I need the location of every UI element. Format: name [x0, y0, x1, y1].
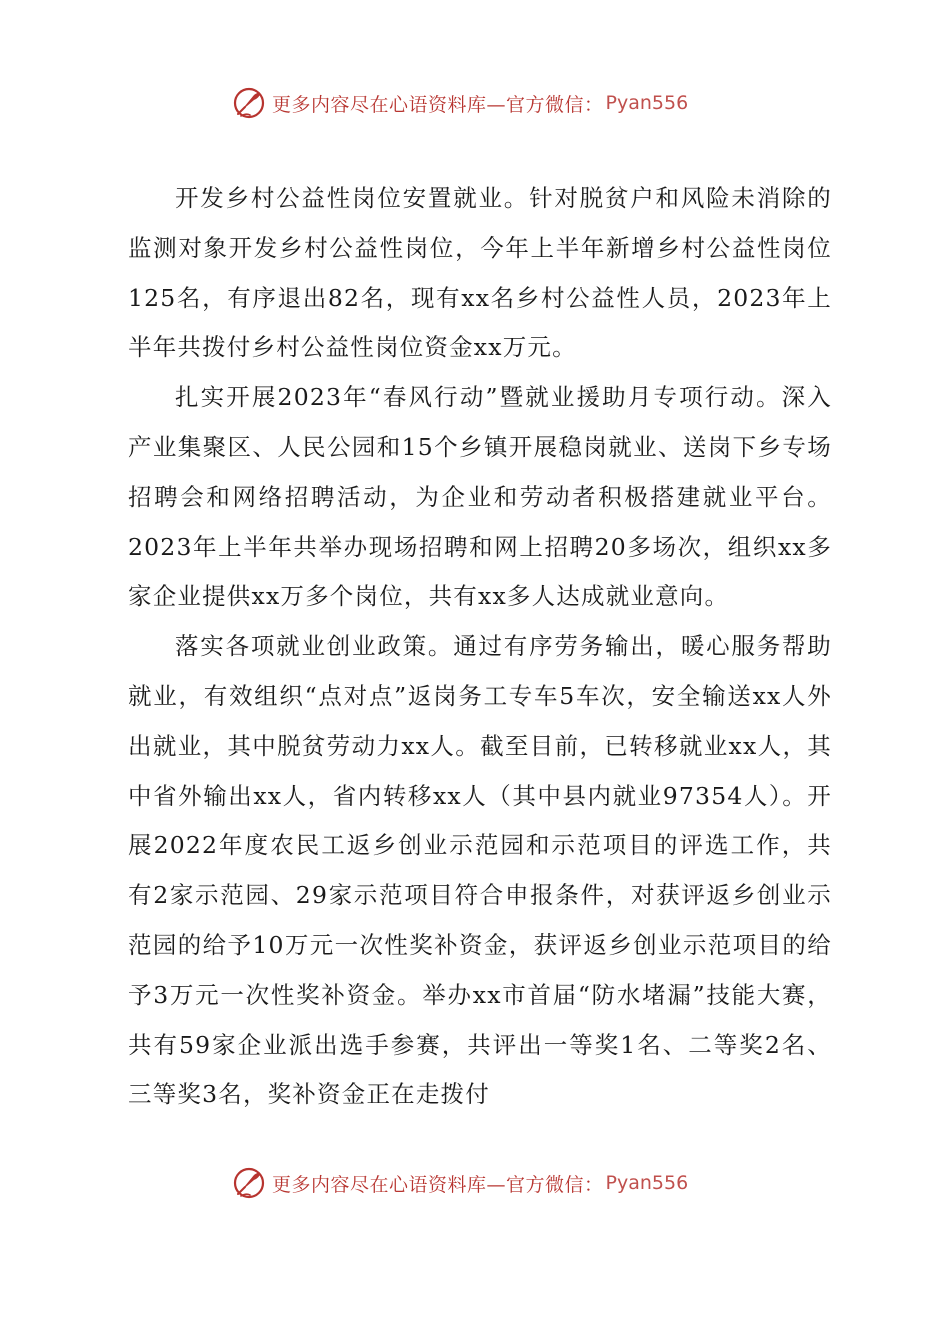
paragraph-spring-breeze-action: 扎实开展2023年“春风行动”暨就业援助月专项行动。深入产业集聚区、人民公园和15个乡镇开展稳岗就业、送岗下乡专场招聘会和网络招聘活动，为企业和劳动者积极搭建就业平台。2023年上半年共举办现场招聘和网上招聘20多场次，组织xx多家企业提供xx万多个岗位，共有xx多人达成就业意向。 [128, 383, 832, 611]
paragraph-public-welfare-posts: 开发乡村公益性岗位安置就业。针对脱贫户和风险未消除的监测对象开发乡村公益性岗位，今年上半年新增乡村公益性岗位125名，有序退出82名，现有xx名乡村公益性人员，2023年上半年共拨付乡村公益性岗位资金xx万元。 [128, 184, 832, 362]
header-banner [232, 83, 688, 123]
quill-logo-icon [232, 86, 266, 120]
paragraph-employment-policies: 落实各项就业创业政策。通过有序劳务输出，暖心服务帮助就业，有效组织“点对点”返岗务工专车5车次，安全输送xx人外出就业，其中脱贫劳动力xx人。截至目前，已转移就业xx人，其中省外输出xx人，省内转移xx人（其中县内就业97354人）。开展2022年度农民工返乡创业示范园和示范项目的评选工作，共有2家示范园、29家示范项目符合申报条件，对获评返乡创业示范园的给予10万元一次性奖补资金，获评返乡创业示范项目的给予3万元一次性奖补资金。举办xx市首届“防水堵漏”技能大赛，共有59家企业派出选手参赛，共评出一等奖1名、二等奖2名、三等奖3名，奖补资金正在走拨付 [128, 632, 832, 1109]
wechat-id: Pyan556 [605, 92, 689, 114]
banner-text: 更多内容尽在心语资料库—官方微信： [272, 1173, 604, 1196]
document-body [128, 174, 832, 1120]
banner-text: 更多内容尽在心语资料库—官方微信： [272, 93, 604, 116]
wechat-id: Pyan556 [605, 1172, 689, 1194]
quill-logo-icon [232, 1166, 266, 1200]
footer-banner [232, 1163, 688, 1203]
